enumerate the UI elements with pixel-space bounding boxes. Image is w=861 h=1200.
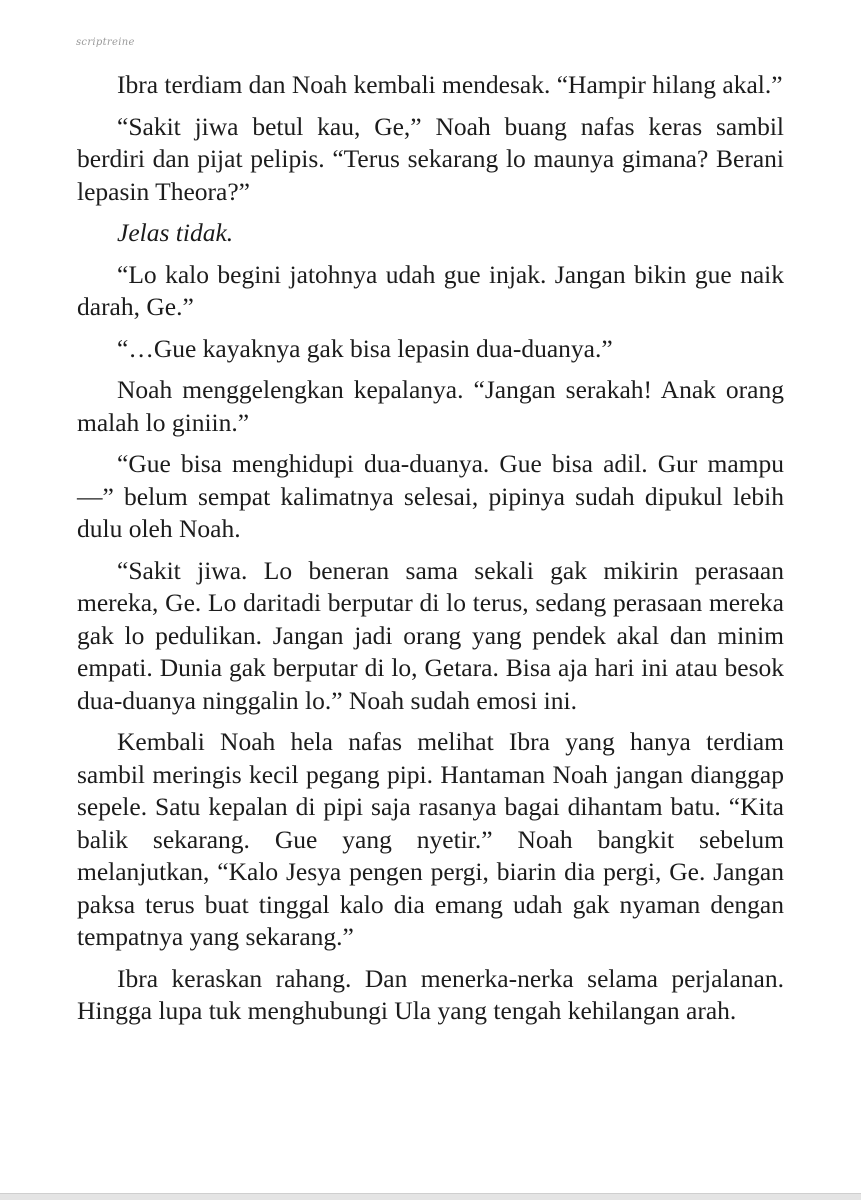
page-body [77,69,784,1037]
paragraph-7: “Gue bisa menghidupi dua-duanya. Gue bisa adil. Gur mampu—” belum sempat kalimatnya selesai, pipinya sudah dipukul lebih dulu oleh Noah. [77,449,784,543]
paragraph-9: Kembali Noah hela nafas melihat Ibra yang hanya terdiam sambil meringis kecil pegang pipi. Hantaman Noah jangan dianggap sepele. Satu kepalan di pipi saja rasanya bagai dihantam batu. “Kita balik sekarang. Gue yang nyetir.” Noah bangkit sebelum melanjutkan, “Kalo Jesya pengen pergi, biarin dia pergi, Ge. Jangan paksa terus buat tinggal kalo dia emang udah gak nyaman dengan tempatnya yang sekarang.” [77,727,784,951]
paragraph-10: Ibra keraskan rahang. Dan menerka-nerka selama perjalanan. Hingga lupa tuk menghubungi Ula yang tengah kehilangan arah. [77,963,784,1025]
author-watermark: scriptreine [76,37,135,48]
page-bottom-edge [0,1193,861,1200]
paragraph-8: “Sakit jiwa. Lo beneran sama sekali gak mikirin perasaan mereka, Ge. Lo daritadi berputar di lo terus, sedang perasaan mereka gak lo pedulikan. Jangan jadi orang yang pendek akal dan minim empati. Dunia gak berputar di lo, Getara. Bisa aja hari ini atau besok dua-duanya ninggalin lo.” Noah sudah emosi ini. [77,555,784,715]
paragraph-2: “Sakit jiwa betul kau, Ge,” Noah buang nafas keras sambil berdiri dan pijat pelipis. “Terus sekarang lo maunya gimana? Berani lepasin Theora?” [77,111,784,206]
paragraph-3: Jelas tidak. [117,218,234,247]
paragraph-4: “Lo kalo begini jatohnya udah gue injak. Jangan bikin gue naik darah, Ge.” [77,259,784,321]
paragraph-6: Noah menggelengkan kepalanya. “Jangan serakah! Anak orang malah lo giniin.” [77,375,784,437]
paragraph-5: “…Gue kayaknya gak bisa lepasin dua-duanya.” [117,333,613,363]
paragraph-1: Ibra terdiam dan Noah kembali mendesak. “Hampir hilang akal.” [117,70,783,99]
